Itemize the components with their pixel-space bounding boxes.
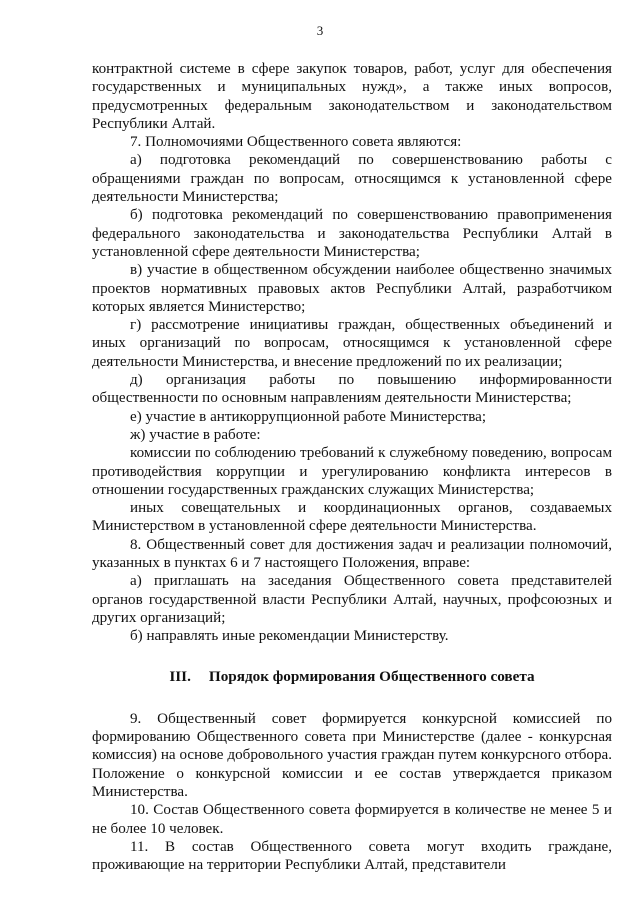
paragraph-p-7zh: ж) участие в работе: — [130, 426, 261, 443]
paragraph-p-7b: б) подготовка рекомендаций по совершенствованию правоприменения федерального законодательства и законодательства Республики Алтай в установленной сфере деятельности Министерства; — [92, 207, 612, 260]
paragraph-p-11: 11. В состав Общественного совета могут входить граждане, проживающие на территории Республики Алтай, представители — [92, 838, 612, 874]
page-number: 3 — [316, 23, 324, 38]
section-title: Порядок формирования Общественного совета — [208, 667, 535, 685]
paragraph-p-7a: а) подготовка рекомендаций по совершенствованию работы с обращениями граждан по вопросам, относящимся к установленной сфере деятельности Министерства; — [92, 152, 612, 206]
paragraphs-before — [92, 60, 612, 646]
paragraph-p-intro: контрактной системе в сфере закупок товаров, работ, услуг для обеспечения государственных и муниципальных нужд», а также иных вопросов, предусмотренных федеральным законодательством и законодательством Республики Алтай. — [92, 61, 612, 132]
document-body — [92, 60, 612, 874]
paragraph-p-8a: а) приглашать на заседания Общественного совета представителей органов государственной власти Республики Алтай, научных, профсоюзных и других организаций; — [92, 573, 612, 626]
section-heading — [92, 668, 612, 686]
paragraph-p-7zh1: комиссии по соблюдению требований к служебному поведению, вопросам противодействия коррупции и урегулированию конфликта интересов в отношении государственных гражданских служащих Министерства; — [92, 445, 612, 498]
paragraphs-after — [92, 710, 612, 875]
paragraph-p-8b: б) направлять иные рекомендации Министерству. — [130, 628, 449, 645]
paragraph-p-9: 9. Общественный совет формируется конкурсной комиссией по формированию Общественного совета при Министерстве (далее - конкурсная комиссия) на основе добровольного участия граждан путем конкурсного отбора. Положение о конкурсной комиссии и ее состав утверждается приказом Министерства. — [92, 710, 612, 800]
paragraph-p-7d: д) организация работы по повышению информированности общественности по основным направлениям деятельности Министерства; — [92, 372, 612, 407]
paragraph-p-7v: в) участие в общественном обсуждении наиболее общественно значимых проектов нормативных правовых актов Республики Алтай, разработчиком которых является Министерство; — [92, 262, 612, 315]
paragraph-p-7e: е) участие в антикоррупционной работе Министерства; — [130, 408, 487, 425]
section-number: III. — [169, 667, 191, 685]
paragraph-p-7: 7. Полномочиями Общественного совета являются: — [130, 134, 462, 151]
paragraph-p-8: 8. Общественный совет для достижения задач и реализации полномочий, указанных в пунктах 6 и 7 настоящего Положения, вправе: — [92, 536, 612, 572]
paragraph-p-7zh2: иных совещательных и координационных органов, создаваемых Министерством в установленной сфере деятельности Министерства. — [92, 500, 612, 535]
paragraph-p-10: 10. Состав Общественного совета формируется в количестве не менее 5 и не более 10 человек. — [92, 802, 612, 837]
paragraph-p-7g: г) рассмотрение инициативы граждан, общественных объединений и иных организаций по вопросам, относящимся к установленной сфере деятельности Министерства, и внесение предложений по их реализации; — [92, 317, 612, 370]
